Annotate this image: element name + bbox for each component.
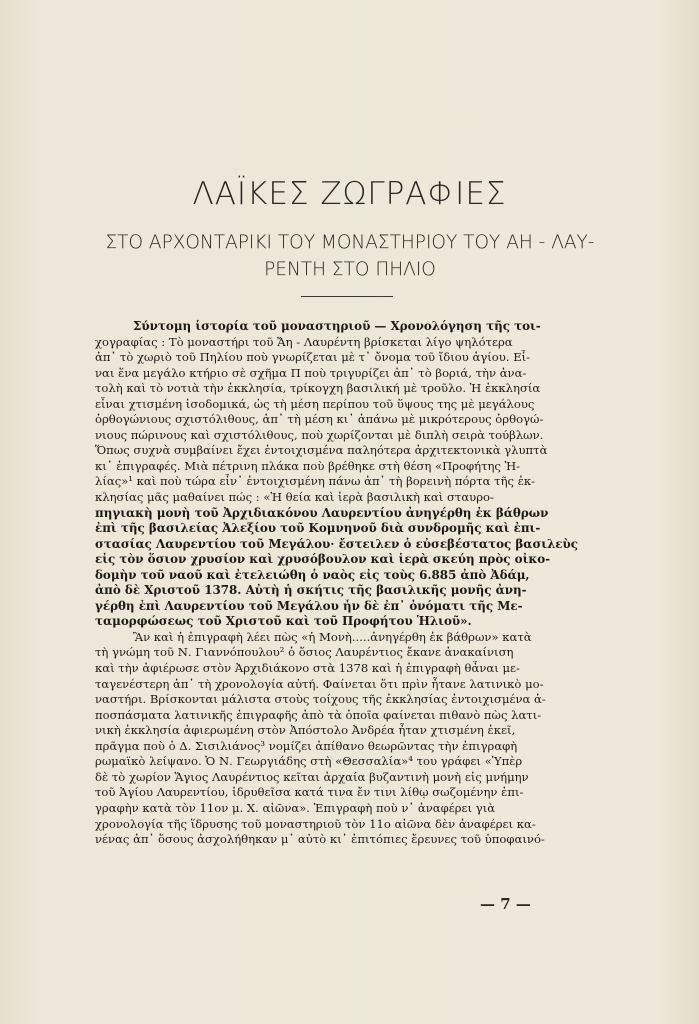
subtitle-line-2: ΡΕΝΤΗ ΣΤΟ ΠΗΛΙΟ — [264, 259, 436, 280]
text-line: τὴ γνώμη τοῦ Ν. Γιαννόπουλου² ὁ ὅσιος Λαυρέντιος ἔκανε ἀνακαίνιση — [95, 645, 514, 660]
body-text — [95, 319, 595, 848]
text-line: κλησίας μᾶς μαθαίνει πώς : «Ἡ θεία καὶ ἱερὰ βασιλικὴ καὶ σταυρο- — [95, 490, 494, 505]
text-line: εἶναι χτισμένη ἰσοδομικά, ὡς τὴ μέση περίπου τοῦ ὕψους της μὲ μεγάλους — [95, 396, 535, 411]
text-line: χογραφίας : Τὸ μοναστήρι τοῦ Ἄη - Λαυρέντη βρίσκεται λίγο ψηλότερα — [95, 334, 513, 349]
text-line: πρᾶγμα ποὺ ὁ Δ. Σισιλιάνος³ νομίζει ἀπίθανο θεωρῶντας τὴν ἐπιγραφὴ — [95, 738, 518, 753]
text-line: νικὴ ἐκκλησία ἀφιερωμένη στὸν Ἀπόστολο Ἀνδρέα ἦταν χτισμένη ἐκεῖ, — [95, 723, 516, 738]
text-line: στασίας Λαυρεντίου τοῦ Μεγάλου· ἔστειλεν ὁ εὐσεβέστατος βασιλεὺς — [95, 536, 579, 551]
text-line: ὀρθογώνιους σχιστόλιθους, ἀπ᾽ τὴ μέση κι᾽ ἀπάνω μὲ μικρότερους ὀρθογώ- — [95, 412, 544, 427]
text-line: ταγενέστερη ἀπ᾽ τὴ χρονολογία αὐτή. Φαίνεται ὅτι πρὶν ἦτανε λατινικὸ μο- — [95, 676, 544, 691]
text-line: γέρθη ἐπὶ Λαυρεντίου τοῦ Μεγάλου ἦν δὲ ἐπ᾽ ὀνόματι τῆς Με- — [95, 598, 523, 613]
text-line: ἐπὶ τῆς βασιλείας Ἀλεξίου τοῦ Κομνηνοῦ διὰ συνδρομῆς καὶ ἐπι- — [95, 521, 541, 536]
text-line: γραφὴν κατὰ τὸν 11ον μ. Χ. αἰῶνα». Ἐπιγραφὴ ποὺ ν᾽ ἀναφέρει γιὰ — [95, 800, 496, 815]
text-line: Σύντομη ἱστορία τοῦ μοναστηριοῦ — Χρονολόγηση τῆς τοι- — [133, 319, 541, 333]
text-line: πηγιακὴ μονὴ τοῦ Ἀρχιδιακόνου Λαυρεντίου ἀνηγέρθη ἐκ βάθρων — [95, 505, 549, 520]
text-line: ναι ἕνα μεγάλο κτήριο σὲ σχῆμα Π ποὺ τριγυρίζει ἀπ᾽ τὸ βοριά, τὴν ἀνα- — [95, 365, 527, 380]
text-line: δὲ τὸ χωρίον Ἅγιος Λαυρέντιος κεῖται ἀρχαία βυζαντινὴ μονὴ εἰς μνήμην — [95, 769, 529, 784]
text-line: Ὅπως συχνὰ συμβαίνει ἔχει ἐντοιχισμένα παληότερα ἀρχιτεκτονικὰ γλυπτὰ — [95, 443, 548, 458]
text-line: ἀπ᾽ τὸ χωριὸ τοῦ Πηλίου ποὺ γνωρίζεται μὲ τ᾽ ὄνομα τοῦ ἴδιου ἁγίου. Εἶ- — [95, 350, 531, 365]
text-line: χρονολογία τῆς ἵδρυσης τοῦ μοναστηριοῦ τὸν 11ο αἰῶνα δὲν ἀναφέρει κα- — [95, 816, 536, 831]
text-line: εἰς τὸν ὅσιον χρυσίον καὶ χρυσόβουλον καὶ ἱερὰ σκεύη πρὸς οἰκο- — [95, 552, 551, 567]
page-title: ΛΑΪΚΕΣ ΖΩΓΡΑΦΙΕΣ — [192, 176, 507, 212]
page-subtitle — [80, 229, 620, 283]
text-line: τοῦ Ἁγίου Λαυρεντίου, ἱδρυθεῖσα κατά τινα ἔν τινι λίθῳ σωζομένην ἐπι- — [95, 785, 524, 800]
text-line: λίας»¹ καὶ ποὺ τώρα εἶν᾽ ἐντοιχισμένη πάνω ἀπ᾽ τὴ βορεινὴ πόρτα τῆς ἐκ- — [95, 474, 536, 489]
title-divider — [301, 296, 393, 297]
text-line: κι᾽ ἐπιγραφές. Μιὰ πέτρινη πλάκα ποὺ βρέθηκε στὴ θέση «Προφήτης Ἠ- — [95, 458, 521, 473]
text-line: νιους πώρινους καὶ σχιστόλιθους, ποὺ χωρίζονται μὲ διπλὴ σειρὰ τούβλων. — [95, 427, 544, 442]
text-line: ταμορφώσεως τοῦ Χριστοῦ καὶ τοῦ Προφήτου Ἡλιοῦ». — [95, 614, 472, 629]
subtitle-line-1: ΣΤΟ ΑΡΧΟΝΤΑΡΙΚΙ ΤΟΥ ΜΟΝΑΣΤΗΡΙΟΥ ΤΟΥ ΑΗ - ΛΑΥ- — [105, 232, 595, 253]
text-line: ναστήρι. Βρίσκονται μάλιστα στοὺς τοίχους τῆς ἐκκλησίας ἐντοιχισμένα ἀ- — [95, 692, 546, 707]
text-line: Ἂν καὶ ἡ ἐπιγραφὴ λέει πὼς «ἡ Μονὴ.....ἀνηγέρθη ἐκ βάθρων» κατὰ — [133, 629, 532, 644]
page-number: — 7 — — [480, 895, 531, 913]
text-line: τολὴ καὶ τὸ νοτιὰ τὴν ἐκκλησία, τρίκογχη βασιλική μὲ τροῦλο. Ἡ ἐκκλησία — [95, 381, 541, 396]
text-line: ποσπάσματα λατινικῆς ἐπιγραφῆς ἀπὸ τὰ ὁποῖα φαίνεται πιθανὸ πὼς λατι- — [95, 707, 542, 722]
text-line: ἀπὸ δὲ Χριστοῦ 1378. Αὐτὴ ἡ σκήτις τῆς βασιλικῆς μονῆς ἀνη- — [95, 583, 527, 598]
text-line: καὶ τὴν ἀφιέρωσε στὸν Ἀρχιδιάκονο στὰ 1378 καὶ ἡ ἐπιγραφὴ θἆναι με- — [95, 661, 520, 676]
text-line: νένας ἀπ᾽ ὅσους ἀσχολήθηκαν μ᾽ αὐτὸ κι᾽ ἐπιτόπιες ἔρευνες τοῦ ὑποφαινό- — [95, 832, 545, 847]
text-line: ρωμαϊκὸ λείψανο. Ὁ Ν. Γεωργιάδης στὴ «Θεσσαλία»⁴ του γράφει «Ὑπὲρ — [95, 754, 523, 769]
text-line: δομὴν τοῦ ναοῦ καὶ ἐτελειώθη ὁ ναὸς εἰς τοὺς 6.885 ἀπὸ Ἀδάμ, — [95, 567, 530, 582]
